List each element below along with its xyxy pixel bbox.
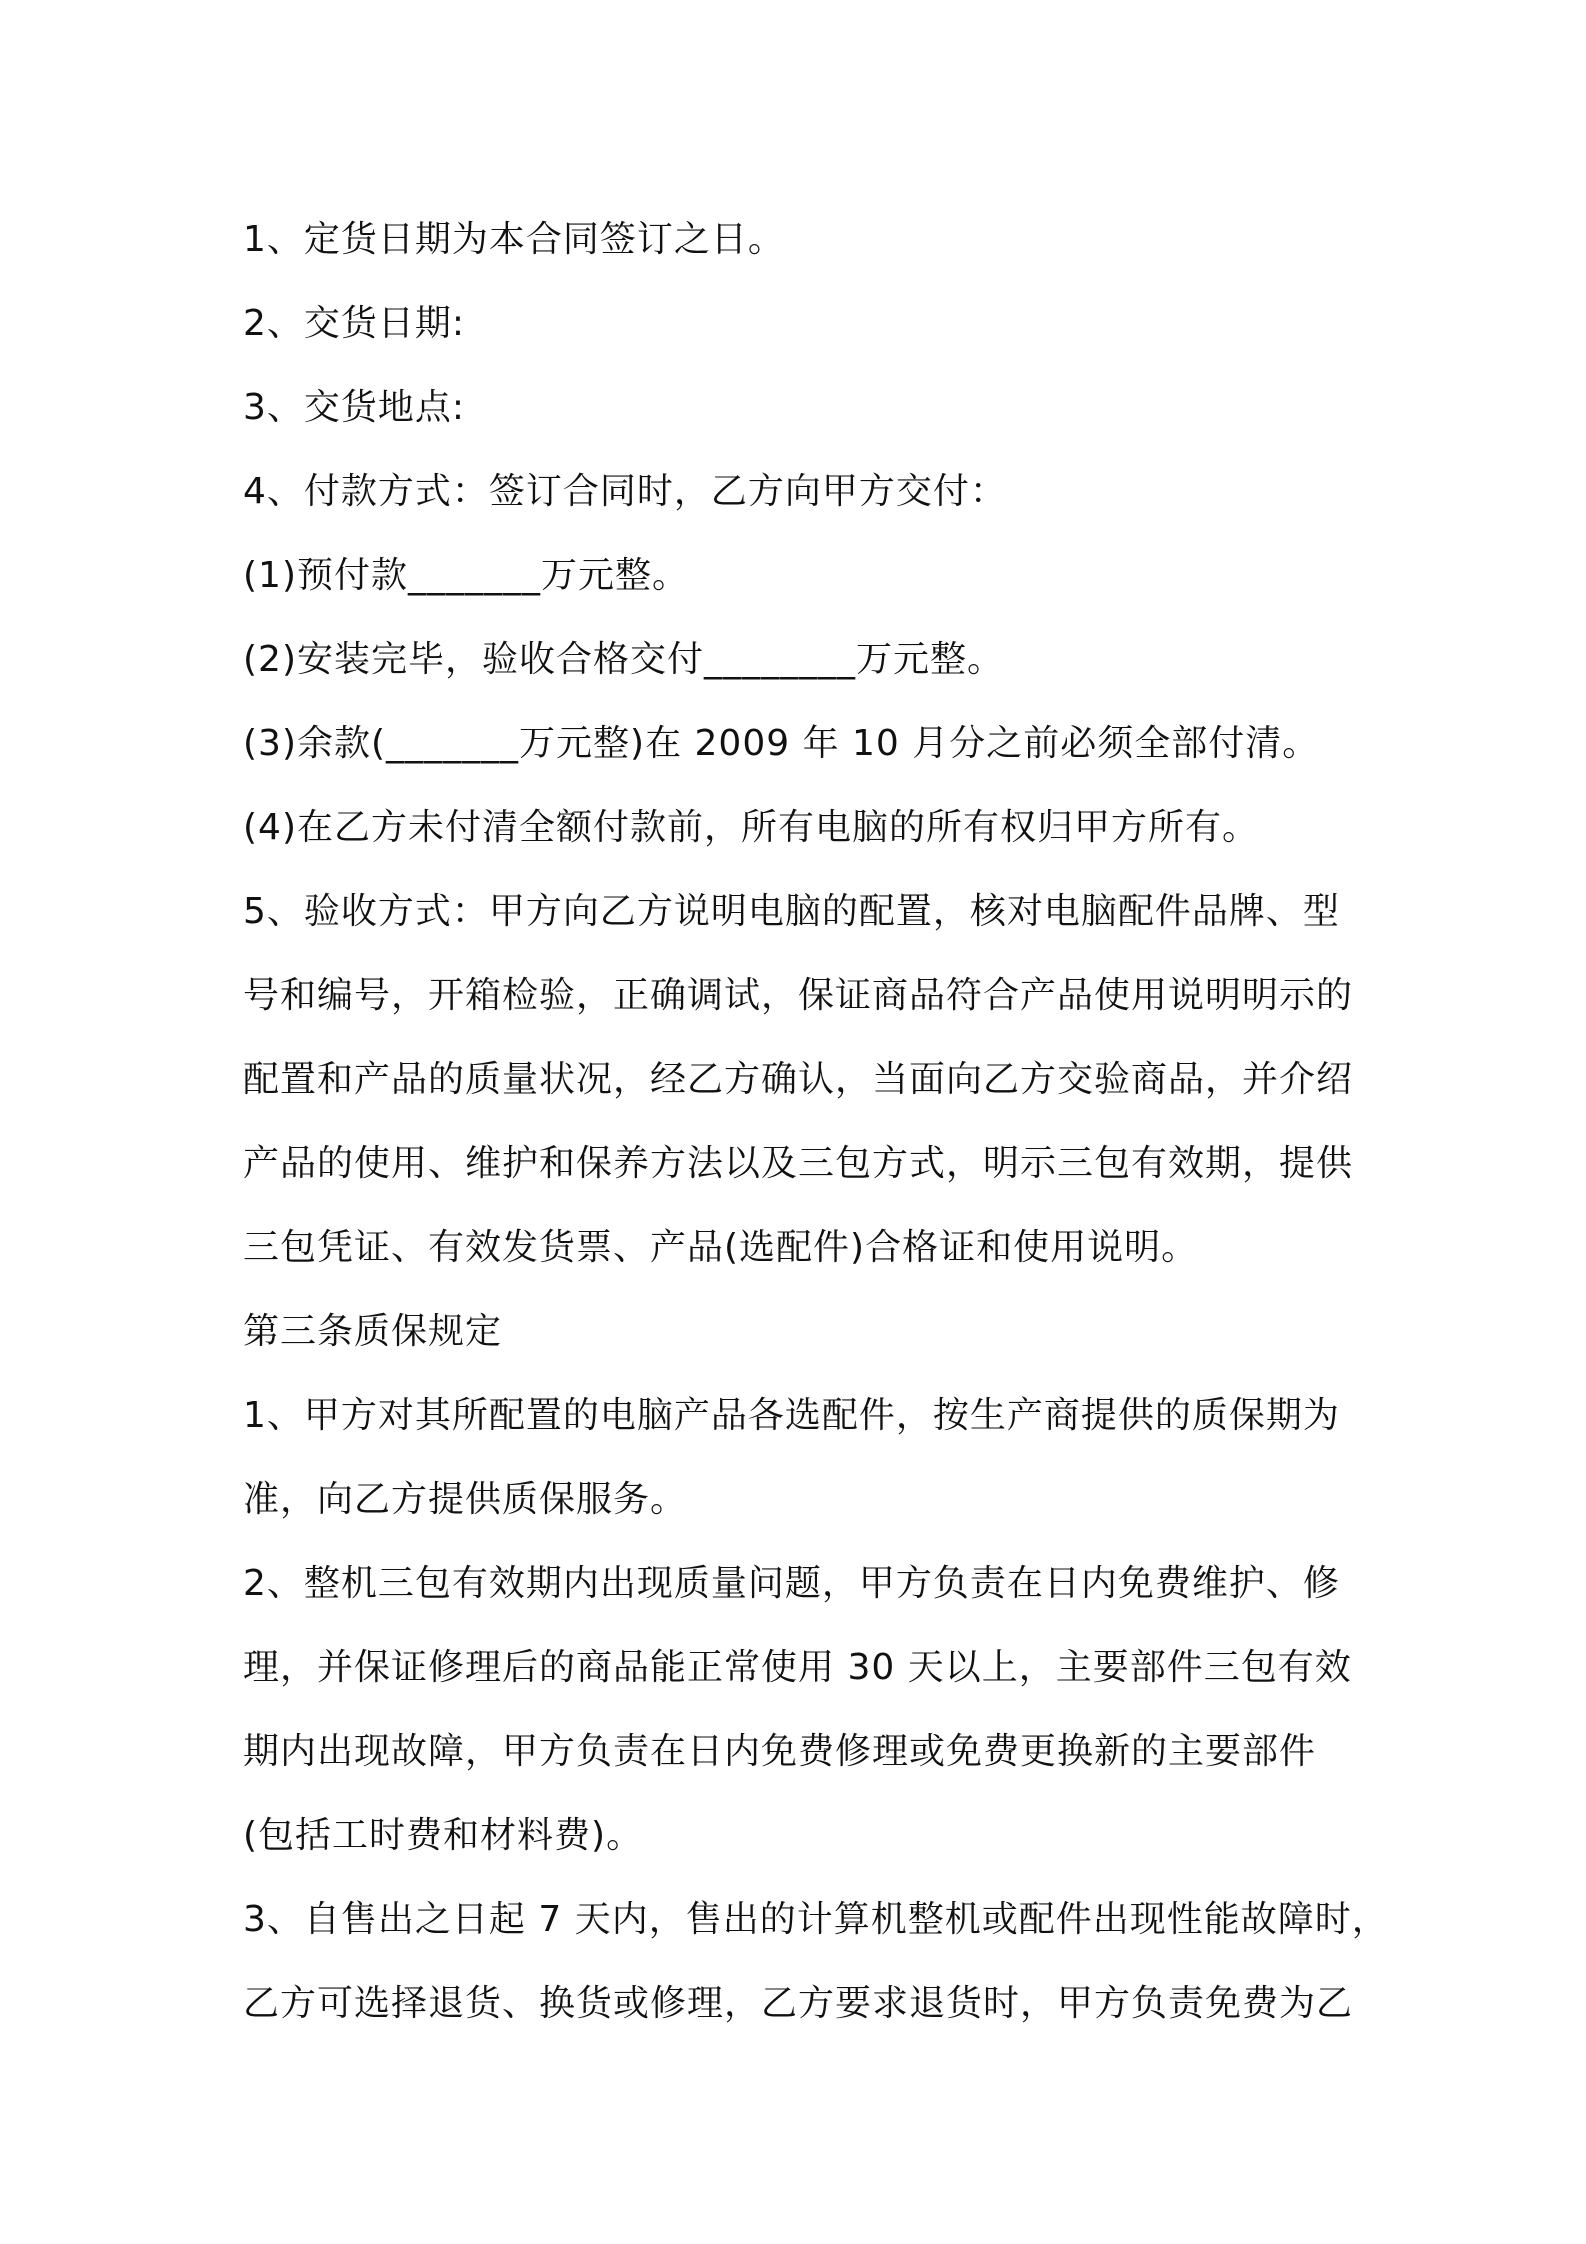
clause-line: 5、验收方式：甲方向乙方说明电脑的配置，核对电脑配件品牌、型 <box>243 891 1340 932</box>
clause-line: 2、交货日期: <box>243 303 466 344</box>
clause-line: 乙方可选择退货、换货或修理，乙方要求退货时，甲方负责免费为乙 <box>243 1983 1354 2024</box>
clause-line: 4、付款方式：签订合同时，乙方向甲方交付： <box>243 471 1007 512</box>
clause-line: (包括工时费和材料费)。 <box>243 1815 644 1856</box>
clause-line: (4)在乙方未付清全额付款前，所有电脑的所有权归甲方所有。 <box>243 807 1259 848</box>
clause-line: 3、交货地点: <box>243 387 466 428</box>
clause-line: 1、定货日期为本合同签订之日。 <box>243 219 785 260</box>
clause-line: (2)安装完毕，验收合格交付________万元整。 <box>243 639 1004 680</box>
clause-line: 三包凭证、有效发货票、产品(选配件)合格证和使用说明。 <box>243 1227 1199 1268</box>
clause-line: 号和编号，开箱检验，正确调试，保证商品符合产品使用说明明示的 <box>243 975 1354 1016</box>
clause-line: 准，向乙方提供质保服务。 <box>243 1479 688 1520</box>
clause-line: 期内出现故障，甲方负责在日内免费修理或免费更换新的主要部件 <box>243 1731 1317 1772</box>
clause-line: 1、甲方对其所配置的电脑产品各选配件，按生产商提供的质保期为 <box>243 1395 1340 1436</box>
clause-line: 产品的使用、维护和保养方法以及三包方式，明示三包有效期，提供 <box>243 1143 1354 1184</box>
clause-line: 2、整机三包有效期内出现质量问题，甲方负责在日内免费维护、修 <box>243 1563 1340 1604</box>
clause-line: 配置和产品的质量状况，经乙方确认，当面向乙方交验商品，并介绍 <box>243 1059 1354 1100</box>
document-body <box>243 198 1389 2046</box>
clause-line: (3)余款(_______万元整)在 2009 年 10 月分之前必须全部付清。 <box>243 723 1320 764</box>
section-heading: 第三条质保规定 <box>243 1311 503 1352</box>
clause-line: (1)预付款_______万元整。 <box>243 555 689 596</box>
clause-line: 3、自售出之日起 7 天内，售出的计算机整机或配件出现性能故障时， <box>243 1899 1389 1940</box>
clause-line: 理，并保证修理后的商品能正常使用 30 天以上，主要部件三包有效 <box>243 1647 1352 1688</box>
